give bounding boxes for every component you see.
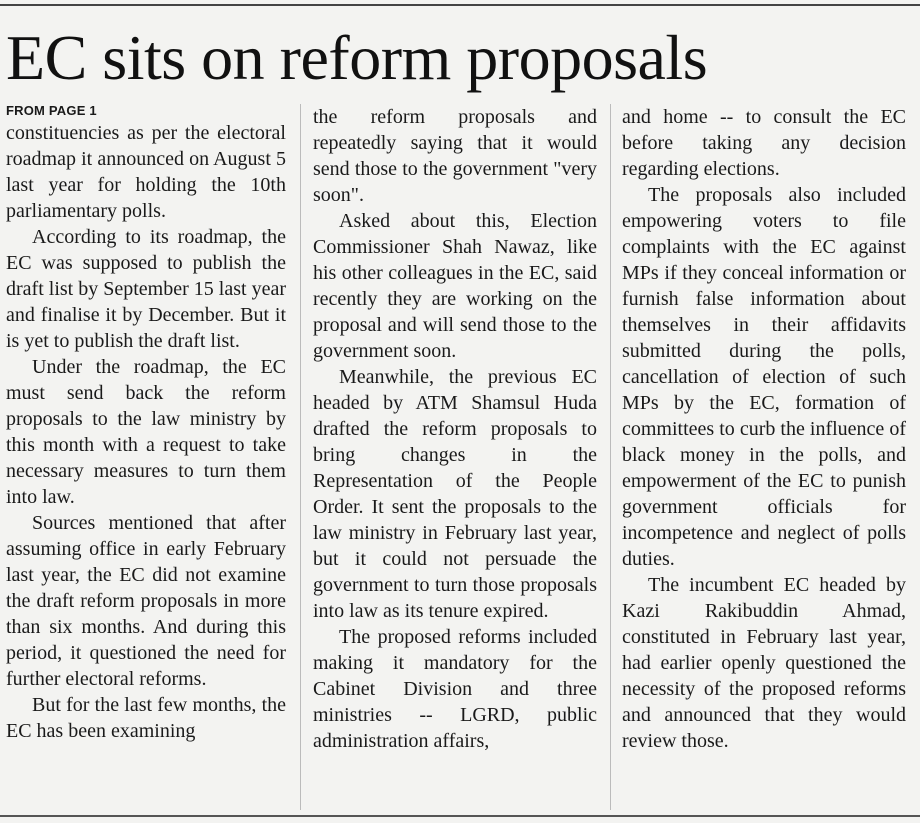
paragraph: According to its roadmap, the EC was supposed to publish the draft list by September 15 last year and finalise it by December. But it is yet to publish the draft list. [6, 226, 286, 352]
kicker: FROM PAGE 1 [6, 103, 97, 118]
bottom-rule [0, 815, 920, 817]
column-2 [313, 104, 597, 814]
column-divider [610, 104, 611, 810]
column-divider [300, 104, 301, 810]
paragraph: The proposed reforms included making it mandatory for the Cabinet Division and three ministries -- LGRD, public administration affairs, [313, 626, 597, 752]
headline: EC sits on reform proposals [6, 22, 708, 93]
paragraph: the reform proposals and repeatedly saying that it would send those to the government "very soon". [313, 106, 597, 206]
paragraph: Under the roadmap, the EC must send back the reform proposals to the law ministry by this month with a request to take necessary measures to turn them into law. [6, 356, 286, 508]
paragraph: Sources mentioned that after assuming office in early February last year, the EC did not examine the draft reform proposals in more than six months. And during this period, it questioned the need for further electoral reforms. [6, 512, 286, 690]
paragraph: But for the last few months, the EC has been examining [6, 694, 286, 742]
column-3 [622, 104, 906, 814]
paragraph: Asked about this, Election Commissioner Shah Nawaz, like his other colleagues in the EC, said recently they are working on the proposal and will send those to the government soon. [313, 210, 597, 362]
column-1 [6, 103, 286, 813]
paragraph: The proposals also included empowering voters to file complaints with the EC against MPs if they conceal information or furnish false information about themselves in their affidavits submitted during the polls, cancellation of election of such MPs by the EC, formation of committees to curb the influence of black money in the polls, and empowerment of the EC to punish government officials for incompetence and neglect of polls duties. [622, 184, 906, 570]
paragraph: The incumbent EC headed by Kazi Rakibuddin Ahmad, constituted in February last year, had earlier openly questioned the necessity of the proposed reforms and announced that they would review those. [622, 574, 906, 752]
paragraph: Meanwhile, the previous EC headed by ATM Shamsul Huda drafted the reform proposals to bring changes in the Representation of the People Order. It sent the proposals to the law ministry in February last year, but it could not persuade the government to turn those proposals into law as its tenure expired. [313, 366, 597, 622]
top-rule [0, 4, 920, 6]
paragraph: constituencies as per the electoral roadmap it announced on August 5 last year for holding the 10th parliamentary polls. [6, 122, 286, 222]
paragraph: and home -- to consult the EC before taking any decision regarding elections. [622, 106, 906, 180]
